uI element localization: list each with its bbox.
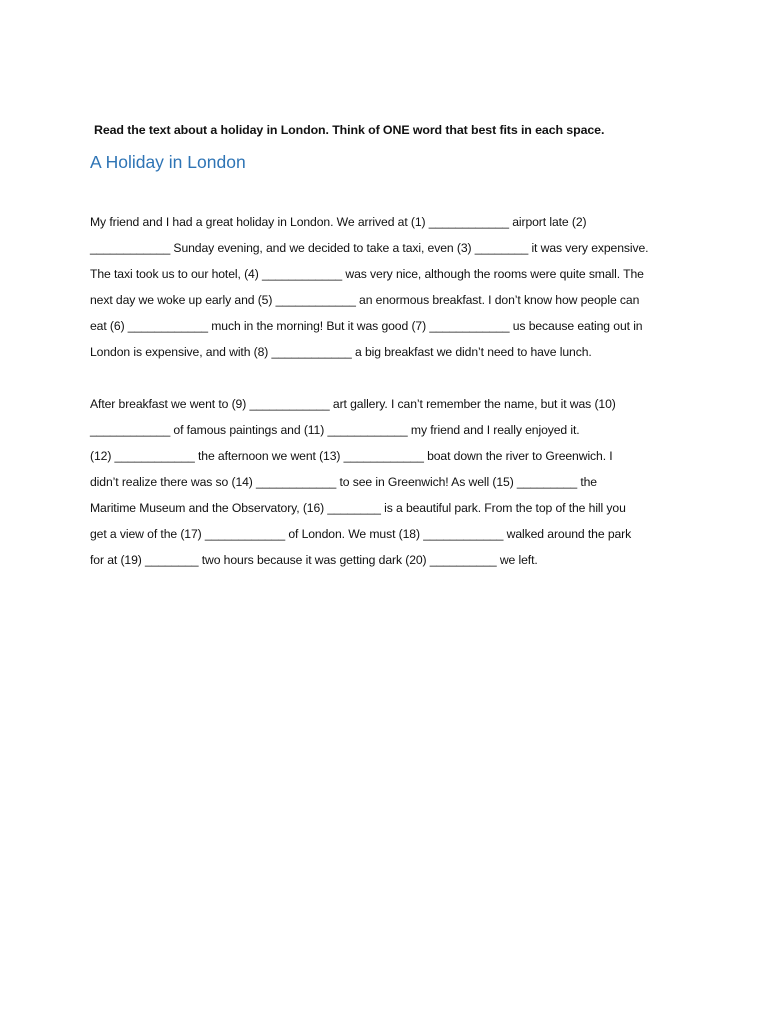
paragraph-line: next day we woke up early and (5) ____________ an enormous breakfast. I don’t know how people can (90, 293, 640, 307)
paragraph-line: Maritime Museum and the Observatory, (16) ________ is a beautiful park. From the top of the hill you (90, 501, 626, 515)
paragraph-line: for at (19) ________ two hours because it was getting dark (20) __________ we left. (90, 553, 538, 567)
paragraph-line: eat (6) ____________ much in the morning! But it was good (7) ____________ us because eating out in (90, 319, 643, 333)
paragraph-line: ____________ of famous paintings and (11) ____________ my friend and I really enjoyed it. (90, 423, 580, 437)
paragraph-line: London is expensive, and with (8) ____________ a big breakfast we didn’t need to have lunch. (90, 345, 592, 359)
paragraph-line: didn’t realize there was so (14) ____________ to see in Greenwich! As well (15) _________ the (90, 475, 597, 489)
paragraph-line: My friend and I had a great holiday in London. We arrived at (1) ____________ airport late (2) (90, 215, 587, 229)
page-title: A Holiday in London (90, 152, 246, 172)
paragraph-2 (90, 391, 690, 573)
paragraph-line: The taxi took us to our hotel, (4) ____________ was very nice, although the rooms were quite small. The (90, 267, 644, 281)
paragraph-line: (12) ____________ the afternoon we went (13) ____________ boat down the river to Greenwich. I (90, 449, 613, 463)
paragraph-line: ____________ Sunday evening, and we decided to take a taxi, even (3) ________ it was very expensive. (90, 241, 649, 255)
instruction-text: Read the text about a holiday in London. Think of ONE word that best fits in each space. (94, 123, 605, 137)
paragraph-line: After breakfast we went to (9) ____________ art gallery. I can’t remember the name, but it was (10) (90, 397, 616, 411)
paragraph-1 (90, 209, 690, 365)
paragraph-line: get a view of the (17) ____________ of London. We must (18) ____________ walked around the park (90, 527, 632, 541)
